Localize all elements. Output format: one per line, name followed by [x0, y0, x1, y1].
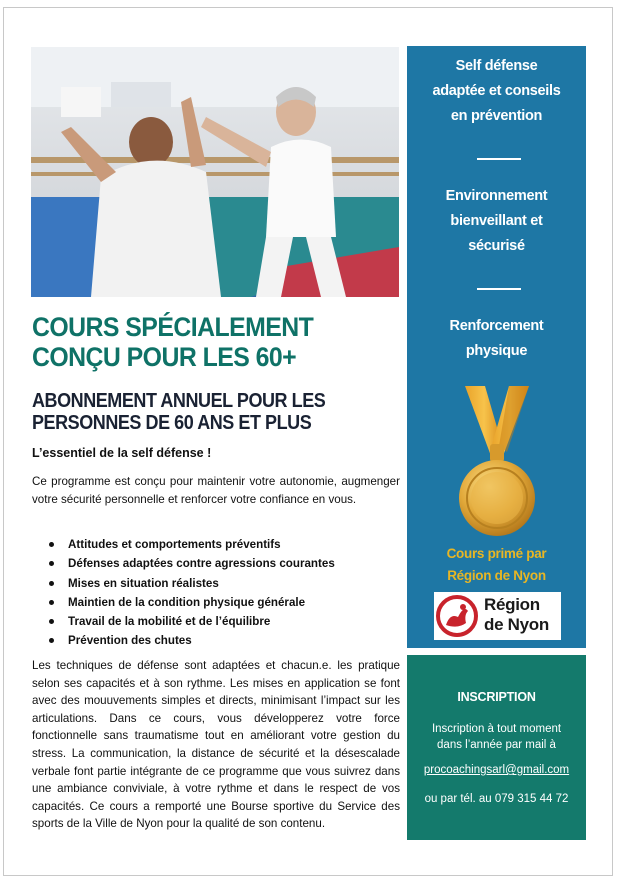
- title-line: COURS SPÉCIALEMENT: [32, 312, 314, 342]
- bullet-icon: [49, 581, 54, 586]
- award-text: [407, 543, 586, 587]
- bullet-icon: [49, 638, 54, 643]
- list-item-text: Mises en situation réalistes: [68, 576, 219, 590]
- email-link[interactable]: procoachingsarl@gmail.com: [423, 764, 570, 776]
- list-item: [32, 612, 400, 631]
- sidebar-item-line: en prévention: [450, 108, 543, 124]
- sidebar-item-line: physique: [465, 343, 528, 359]
- list-item: [32, 574, 400, 593]
- sidebar-divider: [477, 288, 521, 290]
- inscription-box: [407, 655, 586, 840]
- self-defense-photo: [31, 47, 399, 297]
- list-item-text: Maintien de la condition physique générale: [68, 595, 306, 609]
- page-subtitle: [32, 390, 383, 434]
- list-item: [32, 593, 400, 612]
- list-item: [32, 554, 400, 573]
- sidebar-item-fitness: [407, 314, 586, 364]
- region-nyon-logo-icon: [436, 595, 480, 637]
- bullet-icon: [49, 542, 54, 547]
- inscription-heading: INSCRIPTION: [457, 690, 536, 704]
- inscription-line: dans l’année par mail à: [437, 739, 556, 751]
- region-nyon-logo-text: [484, 595, 549, 635]
- feature-list: [32, 535, 400, 651]
- sidebar-item-line: bienveillant et: [450, 213, 543, 229]
- list-item-text: Prévention des chutes: [68, 634, 192, 648]
- body-paragraph: Les techniques de défense sont adaptées et chacun.e. les pratique selon ses capacités et à son rythme. Les mises en application se font avec des mouuvements simples et directs, minimisant l’impact sur les articulations. Dans ce cours, vous développerez votre force fonctionnelle sans traumatisme tout en améliorant votre gestion du stress. La communication, la distance de sécurité et la désescalade verbale font partie intégrante de ce programme que vous suivrez dans une ambiance conviviale, à votre rythme et dans le respect de vos capacités. Ce cours a remporté une Bourse sportive du Service des sports de la Ville de Nyon pour la qualité de son contenu.: [32, 659, 400, 831]
- inscription-line: Inscription à tout moment: [431, 723, 562, 735]
- award-line: Région de Nyon: [447, 568, 546, 583]
- sidebar-item-line: Environnement: [445, 188, 548, 204]
- subtitle-line: ABONNEMENT ANNUEL POUR LES: [32, 390, 326, 412]
- list-item-text: Travail de la mobilité et de l’équilibre: [68, 615, 271, 629]
- phone-text: ou par tél. au 079 315 44 72: [424, 793, 569, 805]
- sidebar-divider: [477, 158, 521, 160]
- page-title: [32, 312, 372, 372]
- logo-line: Région: [484, 595, 540, 614]
- award-line: Cours primé par: [446, 546, 547, 561]
- sidebar-item-environment: [407, 184, 586, 259]
- bullet-icon: [49, 600, 54, 605]
- list-item-text: Attitudes et comportements préventifs: [68, 538, 281, 551]
- sidebar-item-self-defense: [407, 54, 586, 129]
- title-line: CONÇU POUR LES 60+: [32, 342, 297, 372]
- medal-icon: [447, 386, 547, 546]
- intro-paragraph: Ce programme est conçu pour maintenir votre autonomie, augmenger votre sécurité personnelle et renforcer votre confiance en vous.: [32, 475, 400, 506]
- subtitle-line: PERSONNES DE 60 ANS ET PLUS: [32, 412, 312, 434]
- bullet-icon: [49, 561, 54, 566]
- sidebar-item-line: adaptée et conseils: [432, 83, 561, 99]
- sidebar-item-line: Renforcement: [449, 318, 544, 334]
- inscription-text: [407, 721, 586, 753]
- lead-text: L’essentiel de la self défense !: [32, 446, 212, 460]
- list-item-text: Défenses adaptées contre agressions courantes: [68, 557, 335, 571]
- list-item: [32, 631, 400, 650]
- logo-line: de Nyon: [484, 615, 549, 634]
- region-nyon-logo: [434, 592, 561, 640]
- features-sidebar: [407, 46, 586, 648]
- sidebar-item-line: Self défense: [455, 58, 538, 74]
- sidebar-item-line: sécurisé: [468, 238, 525, 254]
- bullet-icon: [49, 619, 54, 624]
- list-item: [32, 535, 400, 554]
